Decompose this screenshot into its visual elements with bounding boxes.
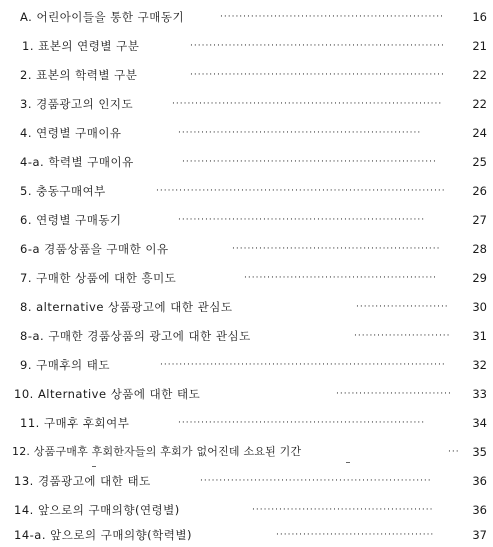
toc-entry bbox=[0, 413, 493, 433]
toc-entry-page: 32 bbox=[472, 358, 487, 372]
toc-entry-title: 12. 상품구매후 후회한자들의 후회가 없어진데 소요된 기간 bbox=[12, 442, 304, 462]
toc-entry bbox=[0, 268, 493, 288]
toc-entry-title: 1. 표본의 연령별 구분 bbox=[22, 36, 142, 56]
toc-entry-page: 24 bbox=[472, 126, 487, 140]
toc-entry-title: 14-a. 앞으로의 구매의향(학력별) bbox=[14, 525, 195, 545]
toc-entry-page: 31 bbox=[472, 329, 487, 343]
dot-leader: ························· bbox=[354, 331, 451, 341]
toc-entry bbox=[0, 500, 493, 520]
dot-leader: ·································································· bbox=[190, 41, 445, 51]
dot-leader: ··········································································· bbox=[156, 186, 446, 196]
toc-entry-page: 33 bbox=[472, 387, 487, 401]
dot-leader: ································································ bbox=[178, 418, 426, 428]
toc-entry-title: 5. 충동구매여부 bbox=[20, 181, 109, 201]
toc-entry-title: 13. 경품광고에 대한 태도 bbox=[14, 471, 154, 491]
toc-entry bbox=[0, 442, 493, 462]
dot-leader: ························ bbox=[356, 302, 449, 312]
dot-leader: ······················································ bbox=[232, 244, 441, 254]
toc-entry-title: A. 어린아이들을 통한 구매동기 bbox=[20, 7, 187, 27]
toc-entry bbox=[0, 525, 493, 545]
dot-leader: ·································································· bbox=[190, 70, 445, 80]
toc-entry bbox=[0, 65, 493, 85]
toc-entry-title: 3. 경품광고의 인지도 bbox=[20, 94, 136, 114]
toc-entry-title: 6-a 경품상품을 구매한 이유 bbox=[20, 239, 172, 259]
toc-entry bbox=[0, 239, 493, 259]
toc-entry-page: 35 bbox=[472, 445, 487, 459]
dot-leader: ······································································ bbox=[172, 99, 443, 109]
toc-entry-title: 11. 구매후 후회여부 bbox=[20, 413, 132, 433]
toc-entry bbox=[0, 210, 493, 230]
toc-entry-page: 29 bbox=[472, 271, 487, 285]
toc-entry-page: 22 bbox=[472, 97, 487, 111]
toc-entry-title: 2. 표본의 학력별 구분 bbox=[20, 65, 140, 85]
toc-entry-title: 8-a. 구매한 경품상품의 광고에 대한 관심도 bbox=[20, 326, 254, 346]
dot-leader: ···························································· bbox=[200, 476, 432, 486]
toc-entry-page: 30 bbox=[472, 300, 487, 314]
toc-entry bbox=[0, 7, 493, 27]
toc-entry-title: 4-a. 학력별 구매이유 bbox=[20, 152, 137, 172]
dot-leader: ·················································· bbox=[244, 273, 438, 283]
dot-leader: ······························ bbox=[336, 389, 452, 399]
toc-entry-page: 36 bbox=[472, 474, 487, 488]
toc-entry bbox=[0, 181, 493, 201]
toc-entry-page: 26 bbox=[472, 184, 487, 198]
toc-entry-title: 9. 구매후의 태도 bbox=[20, 355, 113, 375]
toc-entry-page: 34 bbox=[472, 416, 487, 430]
dot-leader: ······························································· bbox=[178, 128, 422, 138]
toc-entry-page: 28 bbox=[472, 242, 487, 256]
dot-leader: ·········································································· bbox=[160, 360, 446, 370]
toc-entry bbox=[0, 152, 493, 172]
scan-speck bbox=[346, 462, 350, 463]
toc-entry bbox=[0, 384, 493, 404]
toc-entry bbox=[0, 123, 493, 143]
toc-entry bbox=[0, 326, 493, 346]
dot-leader: ·························································· bbox=[220, 12, 444, 22]
dot-leader: ································································ bbox=[178, 215, 426, 225]
toc-entry-page: 36 bbox=[472, 503, 487, 517]
toc-entry-page: 27 bbox=[472, 213, 487, 227]
toc-entry bbox=[0, 355, 493, 375]
toc-entry bbox=[0, 471, 493, 491]
toc-entry-page: 37 bbox=[472, 528, 487, 542]
toc-entry-page: 16 bbox=[472, 10, 487, 24]
toc-entry-title: 7. 구매한 상품에 대한 흥미도 bbox=[20, 268, 179, 288]
toc-entry-title: 6. 연령별 구매동기 bbox=[20, 210, 125, 230]
dot-leader: ··· bbox=[448, 447, 460, 457]
toc-entry-title: 10. Alternative 상품에 대한 태도 bbox=[14, 384, 203, 404]
toc-entry-page: 25 bbox=[472, 155, 487, 169]
toc-entry bbox=[0, 94, 493, 114]
toc-entry-page: 22 bbox=[472, 68, 487, 82]
dot-leader: ··············································· bbox=[252, 505, 434, 515]
toc-entry bbox=[0, 36, 493, 56]
toc-entry-page: 21 bbox=[472, 39, 487, 53]
dot-leader: ········································· bbox=[276, 530, 435, 540]
toc-entry-title: 4. 연령별 구매이유 bbox=[20, 123, 125, 143]
dot-leader: ·································································· bbox=[182, 157, 437, 167]
toc-entry-title: 8. alternative 상품광고에 대한 관심도 bbox=[20, 297, 235, 317]
scan-speck bbox=[92, 466, 96, 467]
toc-entry-title: 14. 앞으로의 구매의향(연령별) bbox=[14, 500, 183, 520]
toc-entry bbox=[0, 297, 493, 317]
